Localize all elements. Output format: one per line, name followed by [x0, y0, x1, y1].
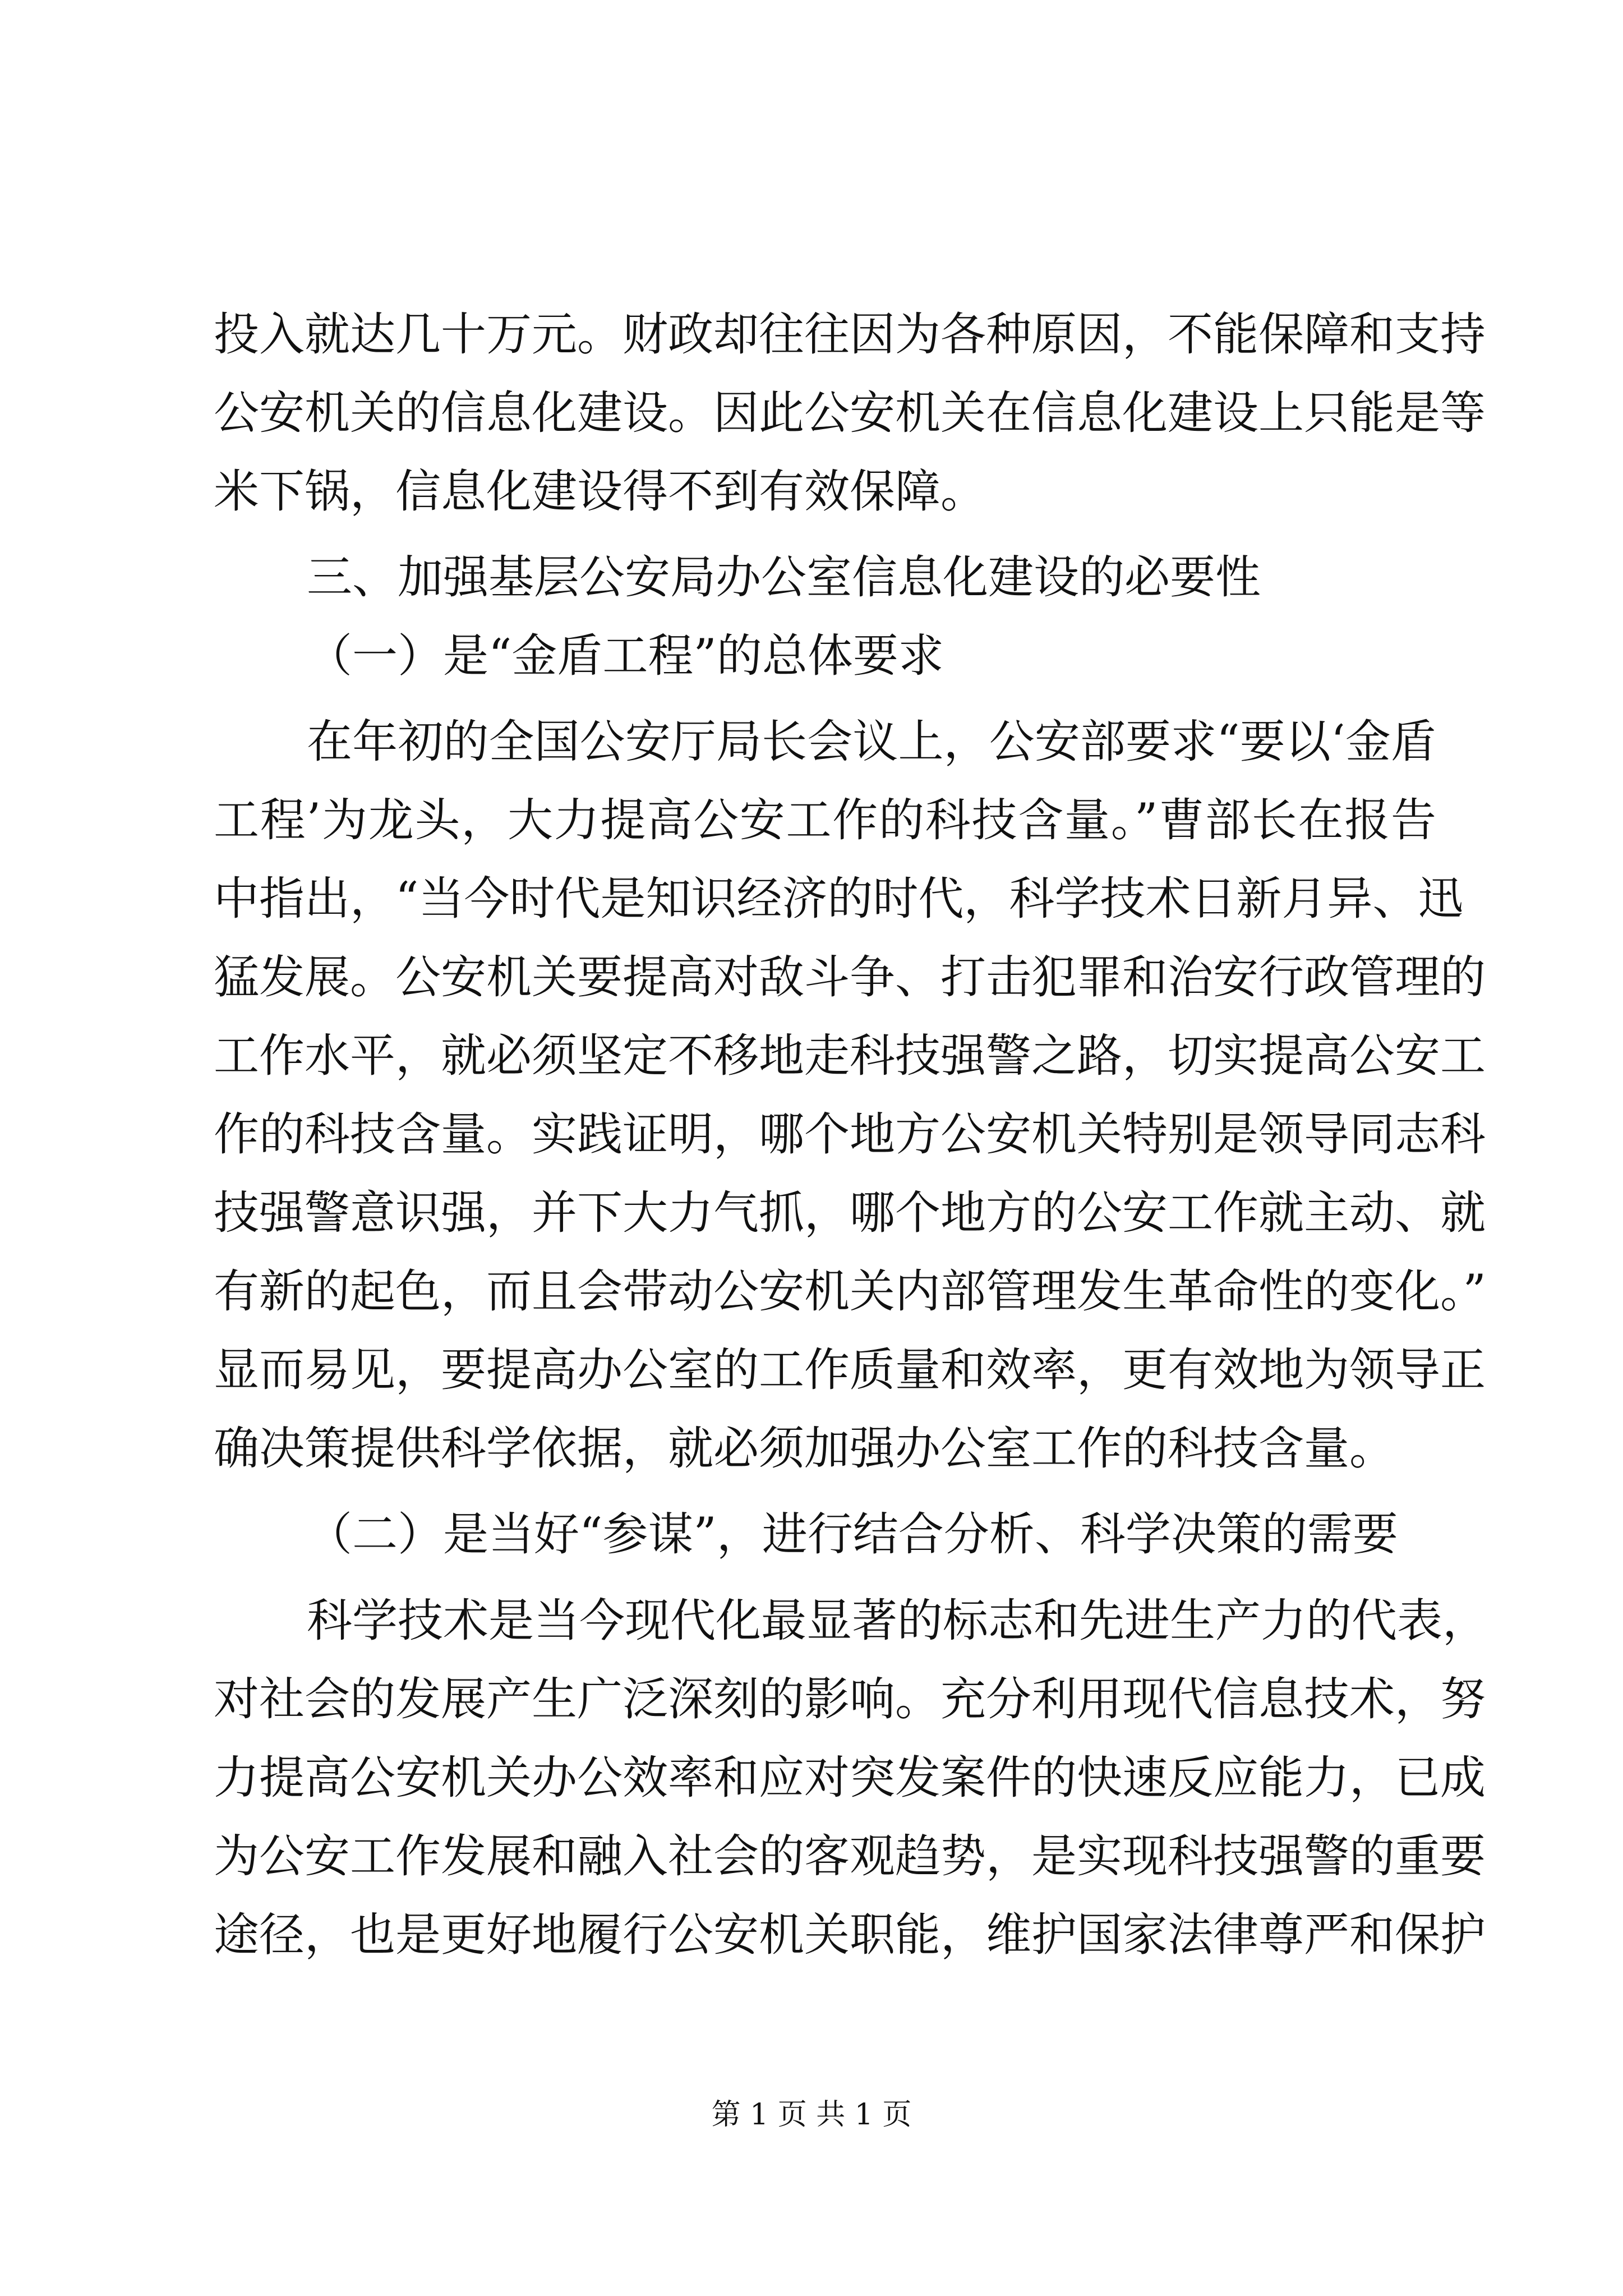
- text-line: 公安机关的信息化建设。因此公安机关在信息化建设上只能是等: [214, 387, 1486, 440]
- text-line: 工程’为龙头，大力提高公安工作的科技含量。”曹部长在报告: [214, 794, 1436, 847]
- text-line: 工作水平，就必须坚定不移地走科技强警之路，切实提高公安工: [214, 1030, 1486, 1083]
- text-line: 猛发展。公安机关要提高对敌斗争、打击犯罪和治安行政管理的: [214, 951, 1486, 1004]
- text-line: 投入就达几十万元。财政却往往因为各种原因，不能保障和支持: [214, 309, 1486, 361]
- text-line: 作的科技含量。实践证明，哪个地方公安机关特别是领导同志科: [214, 1108, 1486, 1161]
- text-line: 为公安工作发展和融入社会的客观趋势，是实现科技强警的重要: [214, 1830, 1486, 1883]
- subsection-heading: （二）是当好“参谋”，进行结合分析、科学决策的需要: [307, 1508, 1398, 1561]
- text-line: 在年初的全国公安厅局长会议上，公安部要求“要以‘金盾: [307, 716, 1436, 769]
- text-line: 米下锅，信息化建设得不到有效保障。: [214, 466, 986, 518]
- text-line: 显而易见，要提高办公室的工作质量和效率，更有效地为领导正: [214, 1344, 1486, 1397]
- text-line: 对社会的发展产生广泛深刻的影响。充分利用现代信息技术，努: [214, 1673, 1486, 1726]
- page-number-footer: 第 1 页 共 1 页: [711, 2098, 912, 2132]
- text-line: 科学技术是当今现代化最显著的标志和先进生产力的代表，: [307, 1595, 1488, 1648]
- text-line: 中指出，“当今时代是知识经济的时代，科学技术日新月异、迅: [214, 873, 1464, 926]
- text-line: 确决策提供科学依据，就必须加强办公室工作的科技含量。: [214, 1423, 1395, 1475]
- text-line: 途径，也是更好地履行公安机关职能，维护国家法律尊严和保护: [214, 1909, 1486, 1962]
- subsection-heading: （一）是“金盾工程”的总体要求: [307, 630, 944, 683]
- text-line: 技强警意识强，并下大力气抓，哪个地方的公安工作就主动、就: [214, 1187, 1486, 1240]
- section-heading: 三、加强基层公安局办公室信息化建设的必要性: [307, 551, 1261, 604]
- text-line: 有新的起色，而且会带动公安机关内部管理发生革命性的变化。”: [214, 1266, 1486, 1318]
- text-line: 力提高公安机关办公效率和应对突发案件的快速反应能力，已成: [214, 1752, 1486, 1805]
